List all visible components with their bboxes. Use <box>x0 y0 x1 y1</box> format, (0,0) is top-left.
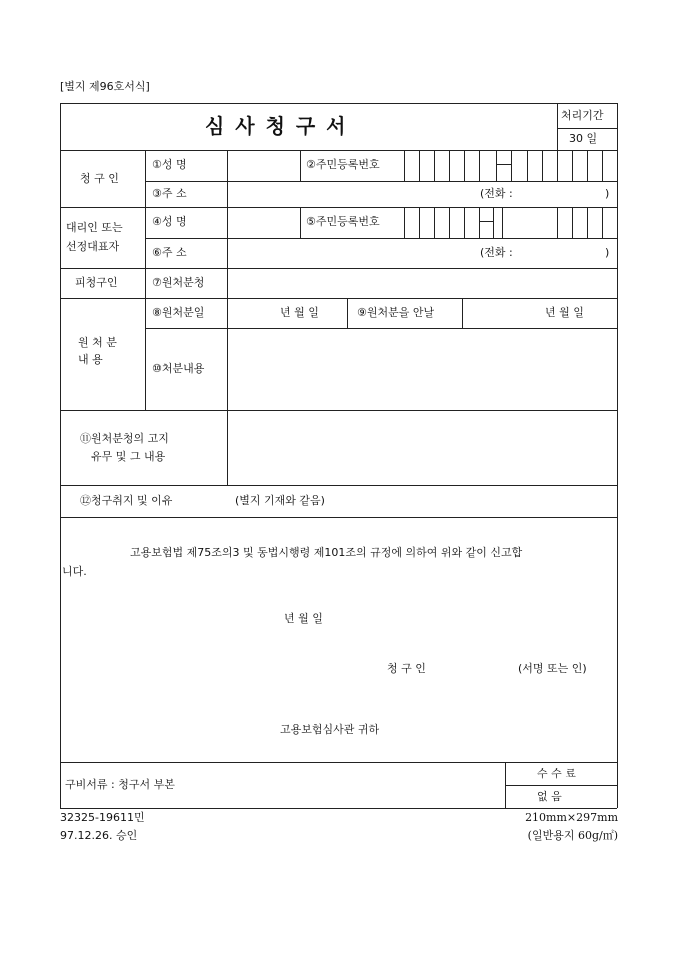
respondent-agency-field[interactable] <box>228 269 617 298</box>
declaration-claimant-label: 청 구 인 <box>387 662 426 675</box>
frame-bottom-line <box>60 808 617 809</box>
disposition-content-field[interactable] <box>228 329 617 410</box>
label-col-line-b <box>145 298 146 410</box>
notice-right-line <box>462 298 463 328</box>
agent-name-field[interactable] <box>228 208 300 238</box>
fee-label: 수 수 료 <box>537 767 576 780</box>
declaration-date[interactable]: 년 월 일 <box>284 612 323 625</box>
claimant-phone-close: ) <box>605 187 610 200</box>
notification-field[interactable] <box>228 411 617 485</box>
purpose-bottom-line <box>60 517 617 518</box>
declaration-bottom-line <box>60 762 617 763</box>
agent-phone-close: ) <box>605 246 610 259</box>
frame-top-line <box>60 103 617 104</box>
footer-code: 32325-19611민 <box>60 811 145 824</box>
declaration-sign-label[interactable]: (서명 또는 인) <box>518 662 587 675</box>
fee-value: 없 음 <box>537 790 562 803</box>
disposition-notice-label: ⑨원처분을 안날 <box>357 306 435 319</box>
processing-mid-line <box>557 128 617 129</box>
claimant-name-right-line <box>300 150 301 181</box>
processing-label: 처리기간 <box>561 109 604 122</box>
date-right-line <box>347 298 348 328</box>
claimant-name-label: ①성 명 <box>152 158 187 171</box>
fee-mid-line <box>505 785 617 786</box>
processing-left-line <box>557 103 558 150</box>
footer-approval: 97.12.26. 승인 <box>60 829 138 842</box>
disposition-date-label: ⑧원처분일 <box>152 306 205 319</box>
notification-bottom-line <box>60 485 617 486</box>
respondent-agency-label: ⑦원처분청 <box>152 276 205 289</box>
respondent-label: 피청구인 <box>75 276 118 289</box>
notification-label-2: 유무 및 그 내용 <box>91 450 166 463</box>
purpose-value: (별지 기재와 같음) <box>235 494 325 507</box>
fee-left-line <box>505 762 506 808</box>
attachments-label: 구비서류 : 청구서 부본 <box>65 778 175 791</box>
disposition-group-label-2: 내 용 <box>78 353 103 366</box>
agent-address-field[interactable] <box>228 239 468 268</box>
footer-size: 210mm×297mm <box>525 811 618 824</box>
claimant-rrn-label: ②주민등록번호 <box>306 158 380 171</box>
agent-address-label: ⑥주 소 <box>152 246 187 259</box>
agent-group-label-2: 선정대표자 <box>66 240 120 253</box>
respondent-bottom-line <box>60 298 617 299</box>
purpose-label: ⑫청구취지 및 이유 <box>80 494 173 507</box>
processing-value: 30 일 <box>569 132 598 145</box>
declaration-recipient: 고용보험심사관 귀하 <box>280 723 380 736</box>
declaration-text-1: 고용보험법 제75조의3 및 동법시행령 제101조의 규정에 의하여 위와 같이 신고합 <box>130 546 523 559</box>
footer-paper: (일반용지 60g/㎡) <box>527 829 618 842</box>
disposition-content-label: ⑩처분내용 <box>152 362 205 375</box>
declaration-text-2: 니다. <box>62 565 87 578</box>
claimant-rrn-boxes[interactable] <box>404 150 617 181</box>
agent-name-right-line <box>300 207 301 238</box>
disposition-notice-value[interactable]: 년 월 일 <box>545 306 584 319</box>
disposition-group-label-1: 원 처 분 <box>78 336 117 349</box>
claimant-name-field[interactable] <box>228 151 300 181</box>
frame-right-line <box>617 103 618 808</box>
agent-rrn-label: ⑤주민등록번호 <box>306 215 380 228</box>
disposition-date-value[interactable]: 년 월 일 <box>280 306 319 319</box>
agent-group-label-1: 대리인 또는 <box>66 221 123 234</box>
form-code: [별지 제96호서식] <box>60 80 150 93</box>
claimant-address-label: ③주 소 <box>152 187 187 200</box>
agent-rrn-boxes[interactable] <box>404 207 617 238</box>
notification-label-1: ⑪원처분청의 고지 <box>80 432 169 445</box>
frame-left-line <box>60 103 61 808</box>
claimant-group-label: 청 구 인 <box>80 172 119 185</box>
agent-phone-label: (전화 : <box>480 246 513 259</box>
form-title: 심 사 청 구 서 <box>205 114 348 138</box>
label-col-line-a <box>145 150 146 298</box>
claimant-address-field[interactable] <box>228 182 468 207</box>
agent-name-label: ④성 명 <box>152 215 187 228</box>
claimant-phone-label: (전화 : <box>480 187 513 200</box>
